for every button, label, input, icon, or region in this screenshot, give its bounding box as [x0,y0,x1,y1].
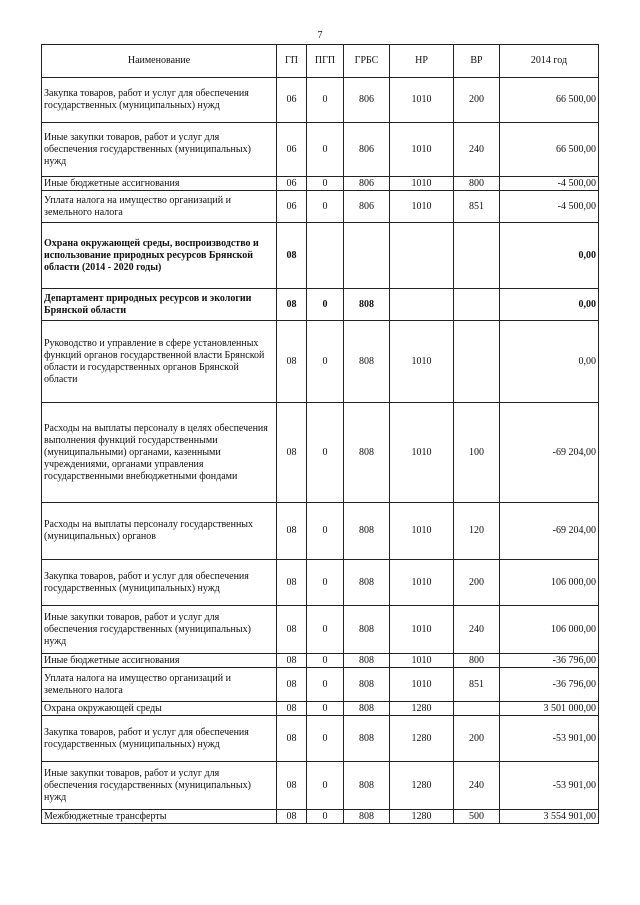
row-nr: 1280 [390,716,454,762]
row-grbs: 806 [344,123,390,177]
row-gp: 08 [277,560,307,606]
row-pgp: 0 [307,606,344,654]
row-nr: 1010 [390,654,454,668]
row-name: Охрана окружающей среды [42,702,277,716]
header-row [42,45,599,78]
row-nr: 1280 [390,810,454,824]
table-row [42,123,599,177]
row-name: Закупка товаров, работ и услуг для обеспечения государственных (муниципальных) нужд [42,78,277,123]
row-gp: 08 [277,702,307,716]
table-row [42,668,599,702]
row-grbs: 808 [344,668,390,702]
row-vr: 200 [454,716,500,762]
row-name: Охрана окружающей среды, воспроизводство и использование природных ресурсов Брянской области (2014 - 2020 годы) [42,223,277,289]
row-grbs: 808 [344,321,390,403]
row-pgp: 0 [307,123,344,177]
header-pgp: ПГП [307,45,344,78]
row-gp: 06 [277,191,307,223]
row-gp: 08 [277,716,307,762]
row-pgp: 0 [307,503,344,560]
row-grbs: 806 [344,191,390,223]
row-name: Расходы на выплаты персоналу в целях обеспечения выполнения функций государственными (муниципальными) органами, казенными учреждениями, органами управления государственными внебюджетными фондами [42,403,277,503]
row-grbs: 808 [344,762,390,810]
header-grbs: ГРБС [344,45,390,78]
row-amount: -53 901,00 [500,716,599,762]
row-name: Иные бюджетные ассигнования [42,654,277,668]
row-name: Закупка товаров, работ и услуг для обеспечения государственных (муниципальных) нужд [42,716,277,762]
row-nr: 1010 [390,191,454,223]
row-name: Межбюджетные трансферты [42,810,277,824]
row-vr: 240 [454,123,500,177]
row-vr [454,289,500,321]
row-grbs: 808 [344,716,390,762]
row-pgp: 0 [307,762,344,810]
row-vr: 200 [454,78,500,123]
table-row [42,606,599,654]
row-nr: 1010 [390,668,454,702]
row-name: Руководство и управление в сфере установленных функций органов государственной власти Брянской области и государственных органов Брянской области [42,321,277,403]
row-amount: 66 500,00 [500,123,599,177]
row-grbs: 808 [344,560,390,606]
row-nr: 1280 [390,702,454,716]
row-name: Иные закупки товаров, работ и услуг для обеспечения государственных (муниципальных) нужд [42,606,277,654]
row-pgp: 0 [307,654,344,668]
row-pgp: 0 [307,177,344,191]
row-gp: 08 [277,289,307,321]
row-name: Иные бюджетные ассигнования [42,177,277,191]
row-vr [454,702,500,716]
table-row [42,503,599,560]
row-gp: 08 [277,654,307,668]
row-grbs: 808 [344,654,390,668]
row-amount: -4 500,00 [500,191,599,223]
row-vr: 200 [454,560,500,606]
table-row [42,403,599,503]
row-gp: 08 [277,668,307,702]
row-nr: 1010 [390,606,454,654]
row-name: Иные закупки товаров, работ и услуг для обеспечения государственных (муниципальных) нужд [42,123,277,177]
row-vr: 240 [454,762,500,810]
row-nr: 1010 [390,321,454,403]
row-gp: 08 [277,503,307,560]
row-amount: 66 500,00 [500,78,599,123]
page-number: 7 [317,30,323,41]
table-row [42,702,599,716]
row-amount: 0,00 [500,321,599,403]
row-pgp: 0 [307,560,344,606]
table-row [42,191,599,223]
row-amount: 3 554 901,00 [500,810,599,824]
row-amount: 3 501 000,00 [500,702,599,716]
row-pgp: 0 [307,321,344,403]
table-row [42,810,599,824]
row-vr [454,223,500,289]
row-vr: 851 [454,191,500,223]
row-vr: 851 [454,668,500,702]
table-row [42,177,599,191]
row-nr: 1010 [390,177,454,191]
row-grbs [344,223,390,289]
row-pgp: 0 [307,702,344,716]
row-grbs: 808 [344,702,390,716]
table-row [42,321,599,403]
header-name: Наименование [42,45,277,78]
budget-table [41,44,599,824]
row-amount: 106 000,00 [500,560,599,606]
table-row [42,762,599,810]
row-vr: 120 [454,503,500,560]
row-pgp: 0 [307,403,344,503]
row-vr: 240 [454,606,500,654]
row-pgp: 0 [307,810,344,824]
row-grbs: 808 [344,810,390,824]
table-row [42,716,599,762]
row-amount: 0,00 [500,223,599,289]
row-gp: 08 [277,403,307,503]
row-pgp: 0 [307,191,344,223]
row-name: Иные закупки товаров, работ и услуг для обеспечения государственных (муниципальных) нужд [42,762,277,810]
row-name: Расходы на выплаты персоналу государственных (муниципальных) органов [42,503,277,560]
row-vr: 500 [454,810,500,824]
row-amount: 106 000,00 [500,606,599,654]
row-nr: 1010 [390,560,454,606]
row-vr: 800 [454,654,500,668]
row-amount: -69 204,00 [500,503,599,560]
row-pgp: 0 [307,716,344,762]
row-pgp: 0 [307,289,344,321]
row-pgp: 0 [307,668,344,702]
header-year: 2014 год [500,45,599,78]
row-amount: 0,00 [500,289,599,321]
row-grbs: 808 [344,403,390,503]
row-amount: -69 204,00 [500,403,599,503]
row-nr [390,223,454,289]
row-grbs: 808 [344,503,390,560]
row-nr: 1010 [390,503,454,560]
row-amount: -4 500,00 [500,177,599,191]
table-row [42,654,599,668]
table-row [42,223,599,289]
row-gp: 08 [277,810,307,824]
row-name: Департамент природных ресурсов и экологии Брянской области [42,289,277,321]
row-amount: -53 901,00 [500,762,599,810]
header-gp: ГП [277,45,307,78]
row-nr: 1280 [390,762,454,810]
table-row [42,78,599,123]
header-vr: ВР [454,45,500,78]
row-vr [454,321,500,403]
row-name: Уплата налога на имущество организаций и земельного налога [42,668,277,702]
row-name: Закупка товаров, работ и услуг для обеспечения государственных (муниципальных) нужд [42,560,277,606]
row-gp: 08 [277,762,307,810]
row-grbs: 808 [344,606,390,654]
header-nr: НР [390,45,454,78]
row-grbs: 806 [344,177,390,191]
row-vr: 100 [454,403,500,503]
row-grbs: 808 [344,289,390,321]
row-gp: 06 [277,123,307,177]
table-row [42,289,599,321]
row-amount: -36 796,00 [500,668,599,702]
row-nr: 1010 [390,78,454,123]
row-vr: 800 [454,177,500,191]
row-name: Уплата налога на имущество организаций и земельного налога [42,191,277,223]
row-nr: 1010 [390,403,454,503]
row-gp: 08 [277,606,307,654]
row-gp: 06 [277,78,307,123]
row-pgp: 0 [307,78,344,123]
row-gp: 06 [277,177,307,191]
row-nr: 1010 [390,123,454,177]
row-nr [390,289,454,321]
row-gp: 08 [277,223,307,289]
row-amount: -36 796,00 [500,654,599,668]
row-gp: 08 [277,321,307,403]
table-row [42,560,599,606]
row-pgp [307,223,344,289]
row-grbs: 806 [344,78,390,123]
